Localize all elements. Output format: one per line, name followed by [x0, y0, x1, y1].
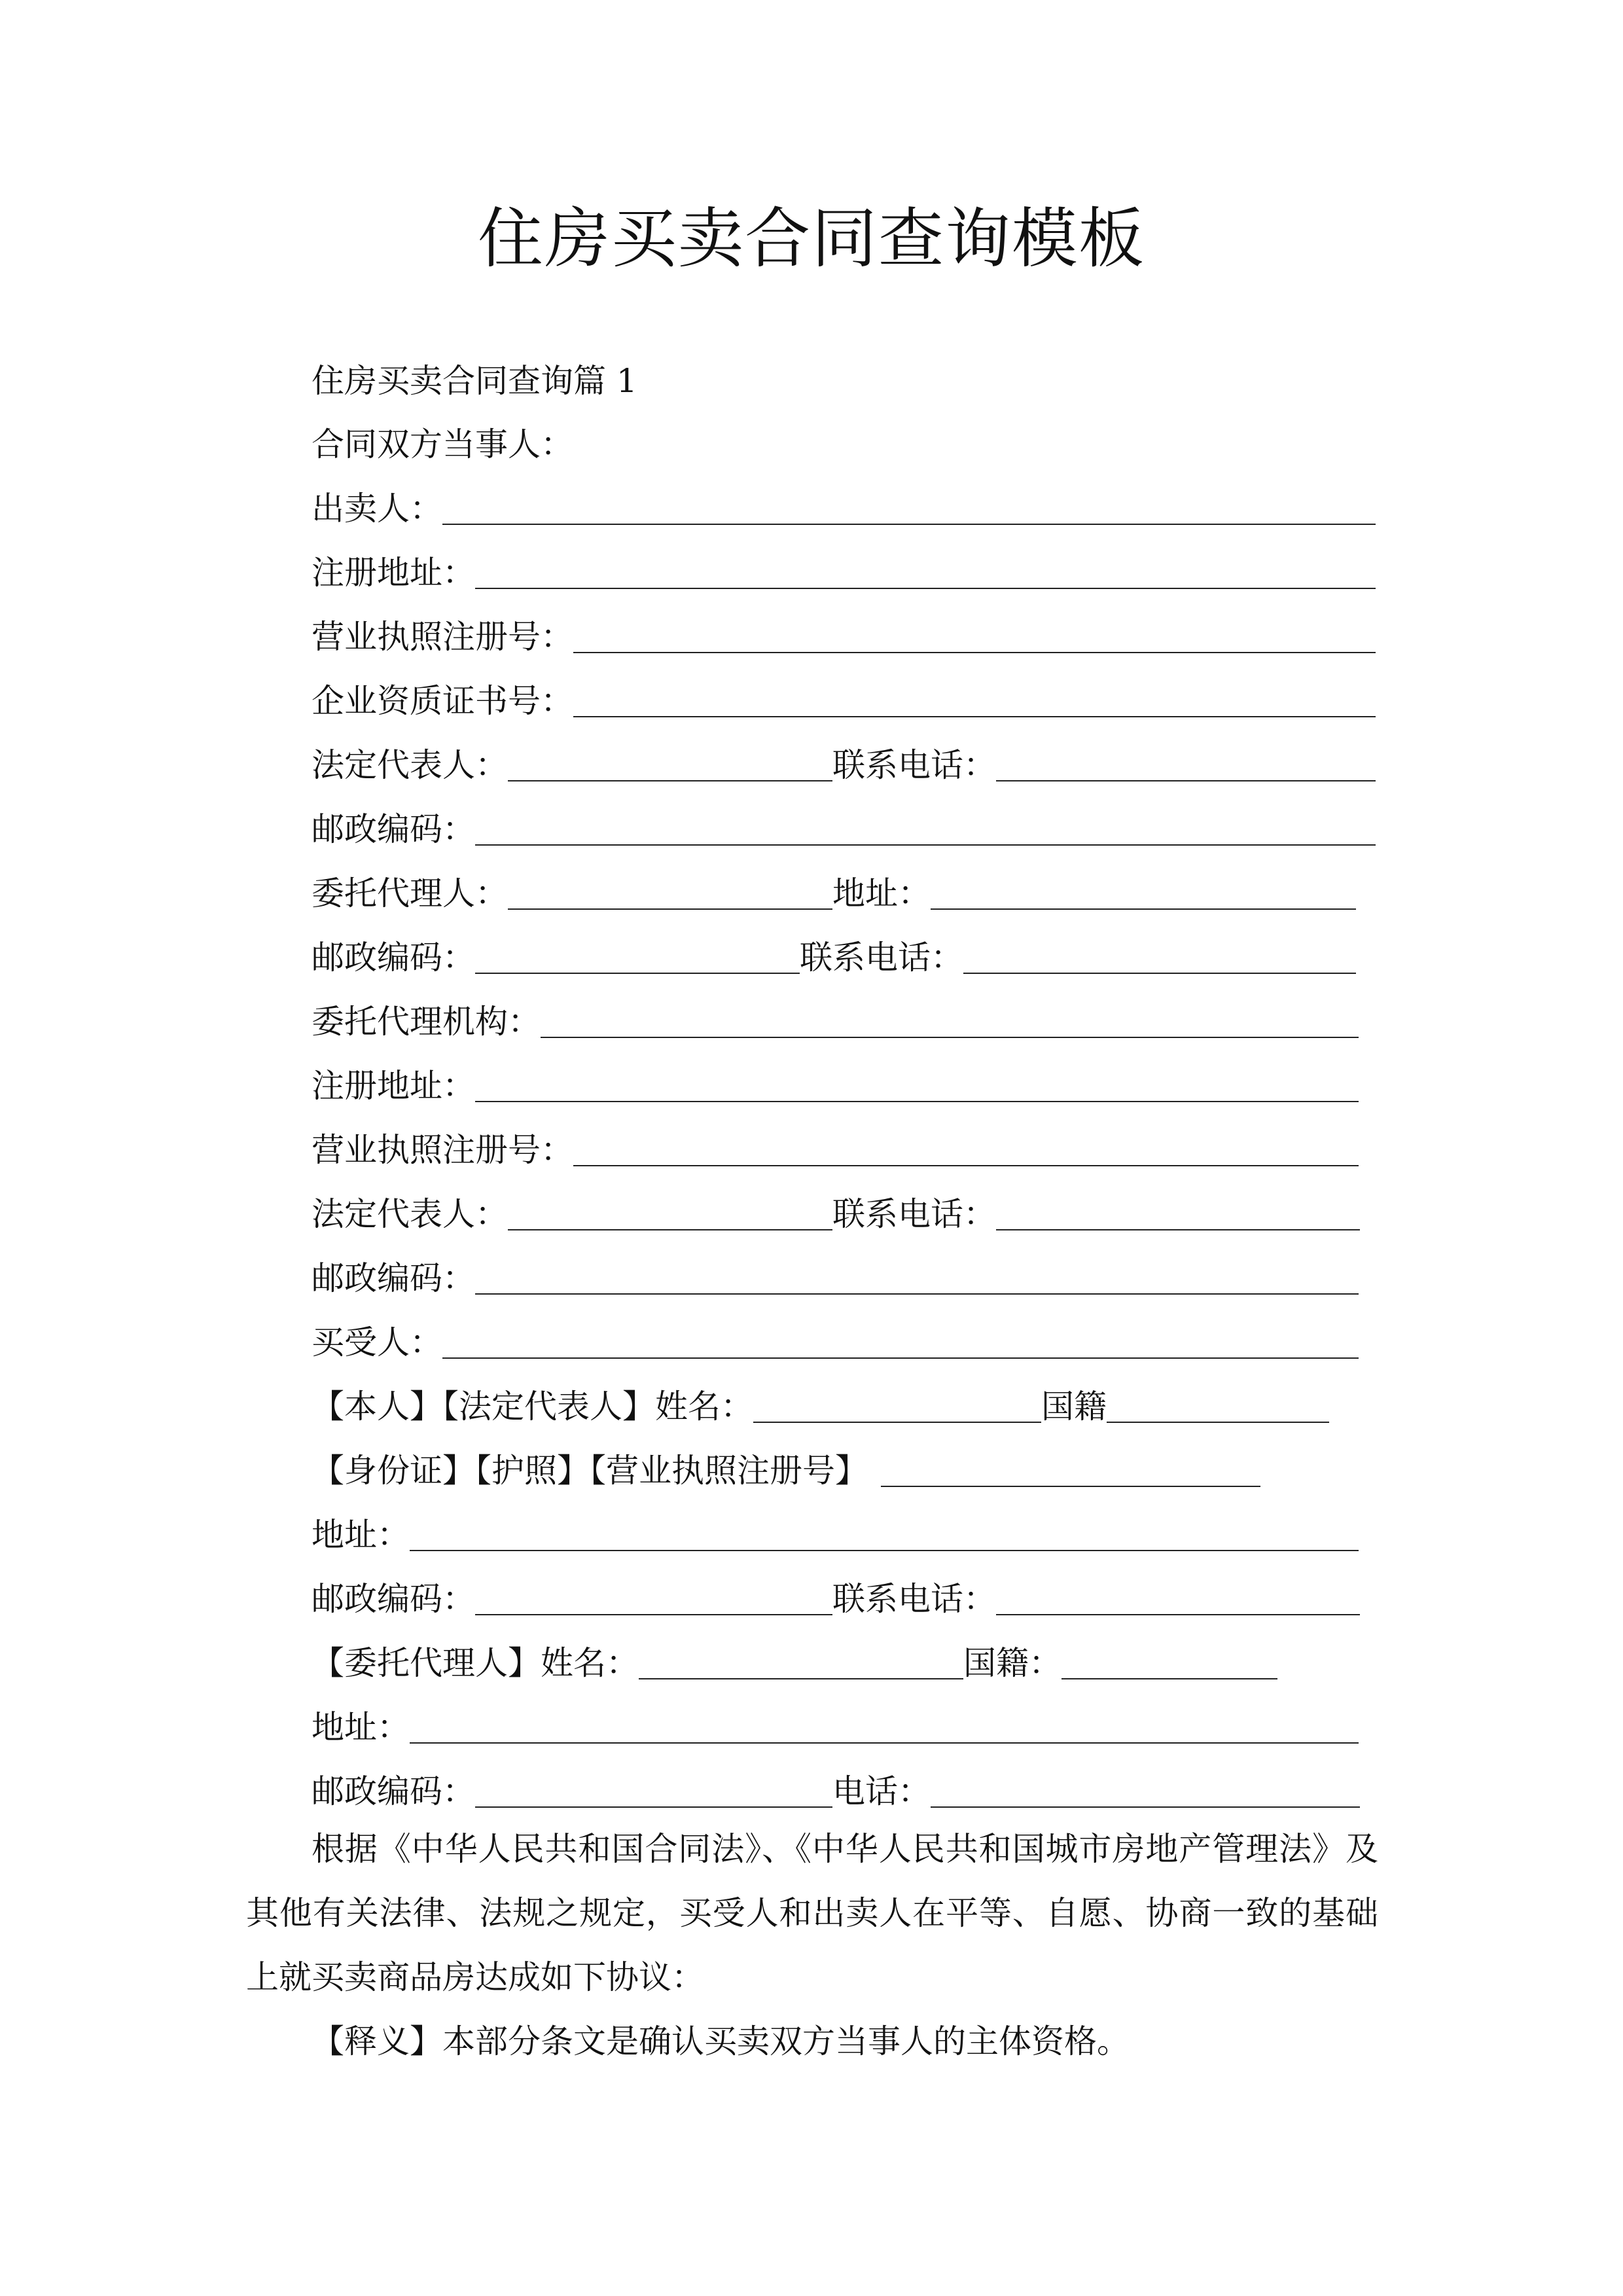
seller-license-label: 营业执照注册号： — [312, 618, 573, 656]
seller-agency-legal-rep-field[interactable] — [508, 1191, 832, 1230]
buyer-person-label: 【本人】【法定代表人】姓名： — [312, 1388, 753, 1426]
seller-agent-field[interactable] — [508, 870, 832, 910]
seller-postcode-row — [312, 798, 1376, 851]
seller-license-row — [312, 606, 1376, 658]
seller-reg-address-field[interactable] — [475, 550, 1376, 589]
seller-reg-address-label: 注册地址： — [312, 554, 475, 592]
seller-agent-phone-label: 联系电话： — [800, 939, 963, 977]
buyer-postcode-field[interactable] — [475, 1576, 832, 1615]
seller-name-field[interactable] — [442, 486, 1376, 525]
buyer-nationality-label: 国籍 — [1041, 1388, 1107, 1426]
buyer-agent-label: 【委托代理人】姓名： — [312, 1644, 639, 1682]
seller-agent-postcode-row — [312, 927, 1356, 979]
buyer-nationality-field[interactable] — [1107, 1384, 1329, 1423]
buyer-phone-label: 联系电话： — [832, 1580, 996, 1618]
seller-agency-legal-rep-row — [312, 1183, 1360, 1236]
buyer-id-label: 【身份证】【护照】【营业执照注册号】 — [312, 1452, 868, 1490]
buyer-address-label: 地址： — [312, 1516, 410, 1554]
buyer-agent-phone-field[interactable] — [931, 1768, 1360, 1808]
seller-agent-postcode-field[interactable] — [475, 935, 800, 974]
buyer-phone-field[interactable] — [996, 1576, 1360, 1615]
seller-phone-label: 联系电话： — [832, 746, 996, 784]
agreement-paragraph: 根据《中华人民共和国合同法》、《中华人民共和国城市房地产管理法》及其他有关法律、法规之规定，买受人和出卖人在平等、自愿、协商一致的基础上就买卖商品房达成如下协议： — [246, 1830, 1378, 1996]
buyer-agent-address-label: 地址： — [312, 1708, 410, 1746]
buyer-person-row — [312, 1376, 1329, 1428]
seller-agency-license-label: 营业执照注册号： — [312, 1131, 573, 1169]
seller-agent-address-label: 地址： — [832, 874, 931, 912]
buyer-agent-postcode-label: 邮政编码： — [312, 1772, 475, 1810]
seller-agency-legal-rep-label: 法定代表人： — [312, 1195, 508, 1233]
buyer-postcode-label: 邮政编码： — [312, 1580, 475, 1618]
seller-agent-postcode-label: 邮政编码： — [312, 939, 475, 977]
buyer-agent-address-row — [312, 1696, 1359, 1749]
buyer-address-field[interactable] — [410, 1512, 1359, 1551]
buyer-name-field[interactable] — [442, 1319, 1359, 1359]
buyer-agent-nationality-field[interactable] — [1061, 1640, 1277, 1679]
seller-agency-license-row — [312, 1119, 1359, 1172]
seller-agency-phone-field[interactable] — [996, 1191, 1360, 1230]
seller-qualification-field[interactable] — [573, 678, 1376, 717]
buyer-name-row — [312, 1312, 1359, 1364]
parties-intro: 合同双方当事人： — [312, 425, 573, 463]
seller-qualification-row — [312, 670, 1376, 723]
buyer-address-row — [312, 1504, 1359, 1556]
buyer-name-label: 买受人： — [312, 1323, 442, 1361]
buyer-id-field[interactable] — [881, 1448, 1260, 1487]
seller-legal-rep-label: 法定代表人： — [312, 746, 508, 784]
seller-name-label: 出卖人： — [312, 490, 442, 528]
buyer-agent-row — [312, 1632, 1277, 1685]
section-heading: 住房买卖合同查询篇 1 — [312, 362, 637, 400]
buyer-agent-address-field[interactable] — [410, 1704, 1359, 1744]
seller-agency-postcode-row — [312, 1247, 1359, 1300]
seller-agency-phone-label: 联系电话： — [832, 1195, 996, 1233]
buyer-agent-postcode-field[interactable] — [475, 1768, 832, 1808]
seller-name-row — [312, 478, 1376, 530]
seller-agent-label: 委托代理人： — [312, 874, 508, 912]
seller-agent-row — [312, 863, 1356, 915]
buyer-agent-postcode-row — [312, 1761, 1360, 1813]
document-title: 住房买卖合同查询模板 — [478, 200, 1145, 277]
seller-agent-address-field[interactable] — [931, 870, 1356, 910]
buyer-agent-phone-label: 电话： — [832, 1772, 931, 1810]
buyer-agent-nationality-label: 国籍： — [963, 1644, 1061, 1682]
buyer-agent-name-field[interactable] — [639, 1640, 963, 1679]
note-paragraph: 【释义】本部分条文是确认买卖双方当事人的主体资格。 — [312, 2022, 1130, 2060]
seller-agency-postcode-label: 邮政编码： — [312, 1259, 475, 1297]
seller-agency-label: 委托代理机构： — [312, 1003, 541, 1041]
seller-postcode-label: 邮政编码： — [312, 810, 475, 848]
seller-qualification-label: 企业资质证书号： — [312, 682, 573, 720]
seller-phone-field[interactable] — [996, 742, 1376, 781]
seller-postcode-field[interactable] — [475, 806, 1376, 846]
seller-agency-reg-address-row — [312, 1055, 1359, 1107]
seller-legal-rep-field[interactable] — [508, 742, 832, 781]
seller-license-field[interactable] — [573, 614, 1376, 653]
buyer-id-row — [312, 1440, 1260, 1492]
seller-reg-address-row — [312, 542, 1376, 594]
seller-agent-phone-field[interactable] — [963, 935, 1356, 974]
seller-agency-postcode-field[interactable] — [475, 1255, 1359, 1295]
seller-agency-field[interactable] — [541, 999, 1359, 1038]
seller-agency-license-field[interactable] — [573, 1127, 1359, 1166]
seller-agency-reg-address-field[interactable] — [475, 1063, 1359, 1102]
seller-agency-reg-address-label: 注册地址： — [312, 1067, 475, 1105]
buyer-postcode-row — [312, 1568, 1360, 1621]
seller-agency-row — [312, 991, 1359, 1043]
seller-legal-rep-row — [312, 734, 1376, 787]
buyer-person-name-field[interactable] — [753, 1384, 1041, 1423]
